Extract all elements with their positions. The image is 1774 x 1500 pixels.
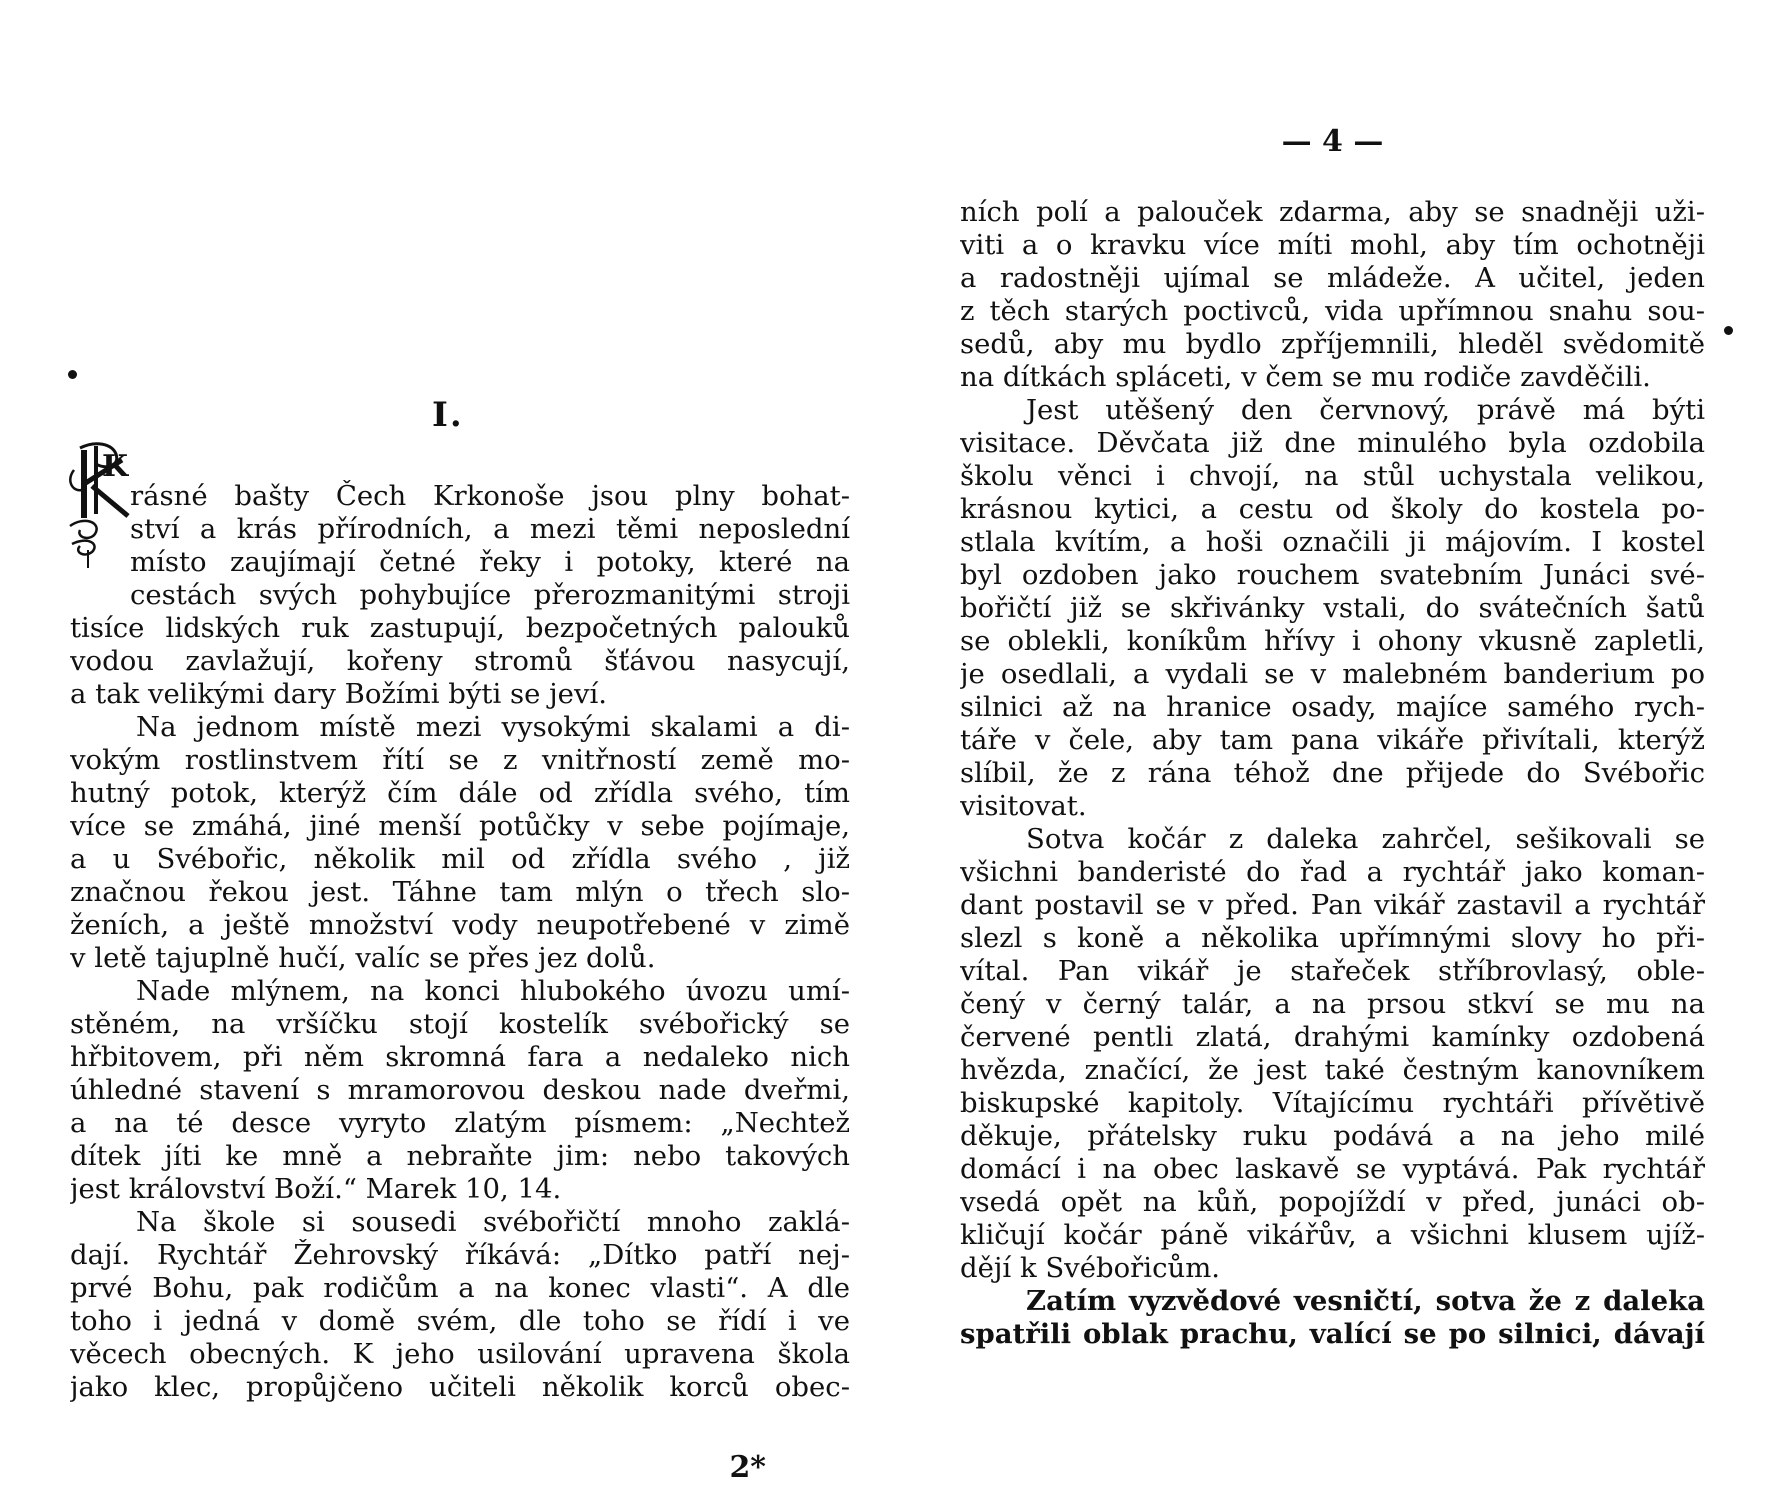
text-line: školu věnci i chvojí, na stůl uchystala velikou,: [960, 460, 1705, 492]
text-line: tisíce lidských ruk zastupují, bezpočetných palouků: [70, 612, 850, 644]
text-line: Na jednom místě mezi vysokými skalami a di-: [136, 711, 850, 743]
text-line: všichni banderisté do řad a rychtář jako koman-: [960, 856, 1705, 888]
text-line: jako klec, propůjčeno učiteli několik korců obec-: [70, 1371, 850, 1403]
text-line: a tak velikými dary Božími býti se jeví.: [70, 678, 608, 710]
text-line: jest království Boží.“ Marek 10, 14.: [70, 1173, 562, 1205]
text-line: hvězda, značící, že jest také čestným kanovníkem: [960, 1054, 1705, 1086]
text-line: silnici až na hranice osady, majíce samého rych-: [960, 691, 1705, 723]
text-line: sedů, aby mu bydlo zpříjemnili, hleděl svědomitě: [960, 328, 1705, 360]
text-line: Nade mlýnem, na konci hlubokého úvozu umí-: [136, 975, 850, 1007]
text-line: a na té desce vyryto zlatým písmem: „Nechtež: [70, 1107, 850, 1139]
text-line: dítek jíti ke mně a nebraňte jim: nebo takových: [70, 1140, 850, 1172]
text-line: místo zaujímají četné řeky i potoky, které na: [130, 546, 850, 578]
text-line: Na škole si sousedi svébořičtí mnoho zaklá-: [136, 1206, 850, 1238]
text-line: a u Svébořic, několik mil od zřídla svého , již: [70, 843, 850, 875]
text-line: toho i jedná v domě svém, dle toho se řídí i ve: [70, 1305, 850, 1337]
drop-cap-letter: K: [102, 449, 129, 484]
text-line: se oblekli, koníkům hřívy i ohony vkusně zapletli,: [960, 625, 1705, 657]
text-line: hutný potok, kterýž čím dále od zřídla svého, tím: [70, 777, 850, 809]
text-line: v letě tajuplně hučí, valíc se přes jez dolů.: [70, 942, 656, 974]
text-line: visitace. Děvčata již dne minulého byla ozdobila: [960, 427, 1705, 459]
text-line: byl ozdoben jako rouchem svatebním Junáci své-: [960, 559, 1705, 591]
text-line: bořičtí již se skřivánky vstali, do svátečních šatů: [960, 592, 1705, 624]
text-line: věcech obecných. K jeho usilování upravena škola: [70, 1338, 850, 1370]
text-line: vodou zavlažují, kořeny stromů šťávou nasycují,: [70, 645, 850, 677]
text-line: ství a krás přírodních, a mezi těmi neposlední: [130, 513, 850, 545]
stray-dot-mark: [68, 370, 77, 379]
text-line: značnou řekou jest. Táhne tam mlýn o třech slo-: [70, 876, 850, 908]
text-line: krásnou kytici, a cestu od školy do kostela po-: [960, 493, 1705, 525]
text-line: ních polí a palouček zdarma, aby se snadněji uži-: [960, 196, 1705, 228]
text-line: je osedlali, a vydali se v malebném banderium po: [960, 658, 1705, 690]
text-line: na dítkách spláceti, v čem se mu rodiče zavděčili.: [960, 361, 1651, 393]
text-line: rásné bašty Čech Krkonoše jsou plny bohat-: [130, 480, 850, 512]
text-line: dějí k Svébořicům.: [960, 1252, 1221, 1284]
text-line: slíbil, že z rána téhož dne přijede do Svébořic: [960, 757, 1705, 789]
text-line: stěném, na vršíčku stojí kostelík svébořický se: [70, 1008, 850, 1040]
text-line: více se zmáhá, jiné menší potůčky v sebe pojímaje,: [70, 810, 850, 842]
text-line: viti a o kravku více míti mohl, aby tím ochotněji: [960, 229, 1705, 261]
text-line: Sotva kočár z daleka zahrčel, sešikovali se: [1026, 823, 1705, 855]
text-line: dant postavil se v před. Pan vikář zastavil a rychtář: [960, 889, 1705, 921]
text-line: cestách svých pohybujíce přerozmanitými stroji: [130, 579, 850, 611]
text-line: z těch starých poctivců, vida upřímnou snahu sou-: [960, 295, 1705, 327]
stray-dot-mark: [1724, 326, 1733, 335]
text-line: vokým rostlinstvem řítí se z vnitřností země mo-: [70, 744, 850, 776]
text-line: stlala kvítím, a hoši označili ji májovím. I kostel: [960, 526, 1705, 558]
text-line: vítal. Pan vikář je stařeček stříbrovlasý, oble-: [960, 955, 1705, 987]
text-line: úhledné stavení s mramorovou deskou nade dveřmi,: [70, 1074, 850, 1106]
text-line: červené pentli zlatá, drahými kamínky ozdobená: [960, 1021, 1705, 1053]
page-number: — 4 —: [1281, 124, 1384, 159]
text-line: čený v černý talár, a na prsou stkví se mu na: [960, 988, 1705, 1020]
text-line: visitovat.: [960, 790, 1087, 822]
text-line: dají. Rychtář Žehrovský říkává: „Dítko patří nej-: [70, 1239, 850, 1271]
text-line: spatřili oblak prachu, valící se po silnici, dávají: [960, 1318, 1705, 1350]
chapter-heading: I.: [432, 395, 464, 435]
signature-mark: 2*: [729, 1450, 766, 1485]
right-page: [960, 0, 1705, 1500]
text-line: a radostněji ujímal se mládeže. A učitel, jeden: [960, 262, 1705, 294]
text-line: hřbitovem, při něm skromná fara a nedaleko nich: [70, 1041, 850, 1073]
text-line: biskupské kapitoly. Vítajícímu rychtáři přívětivě: [960, 1087, 1705, 1119]
text-line: děkuje, přátelsky ruku podává a na jeho milé: [960, 1120, 1705, 1152]
text-line: vsedá opět na kůň, popojíždí v před, junáci ob-: [960, 1186, 1705, 1218]
text-line: kličují kočár páně vikářův, a všichni klusem ujíž-: [960, 1219, 1705, 1251]
right-page-text: [960, 196, 1705, 1351]
text-line: Jest utěšený den červnový, právě má býti: [1026, 394, 1705, 426]
text-line: Zatím vyzvědové vesničtí, sotva že z daleka: [1026, 1285, 1705, 1317]
text-line: prvé Bohu, pak rodičům a na konec vlasti“. A dle: [70, 1272, 850, 1304]
text-line: táře v čele, aby tam pana vikáře přivítali, kterýž: [960, 724, 1705, 756]
text-line: ženích, a ještě množství vody neupotřebené v zimě: [70, 909, 850, 941]
left-page: [70, 0, 850, 1500]
text-line: domácí i na obec laskavě se vyptává. Pak rychtář: [960, 1153, 1705, 1185]
left-page-text: [70, 480, 850, 1404]
text-line: slezl s koně a několika upřímnými slovy ho při-: [960, 922, 1705, 954]
